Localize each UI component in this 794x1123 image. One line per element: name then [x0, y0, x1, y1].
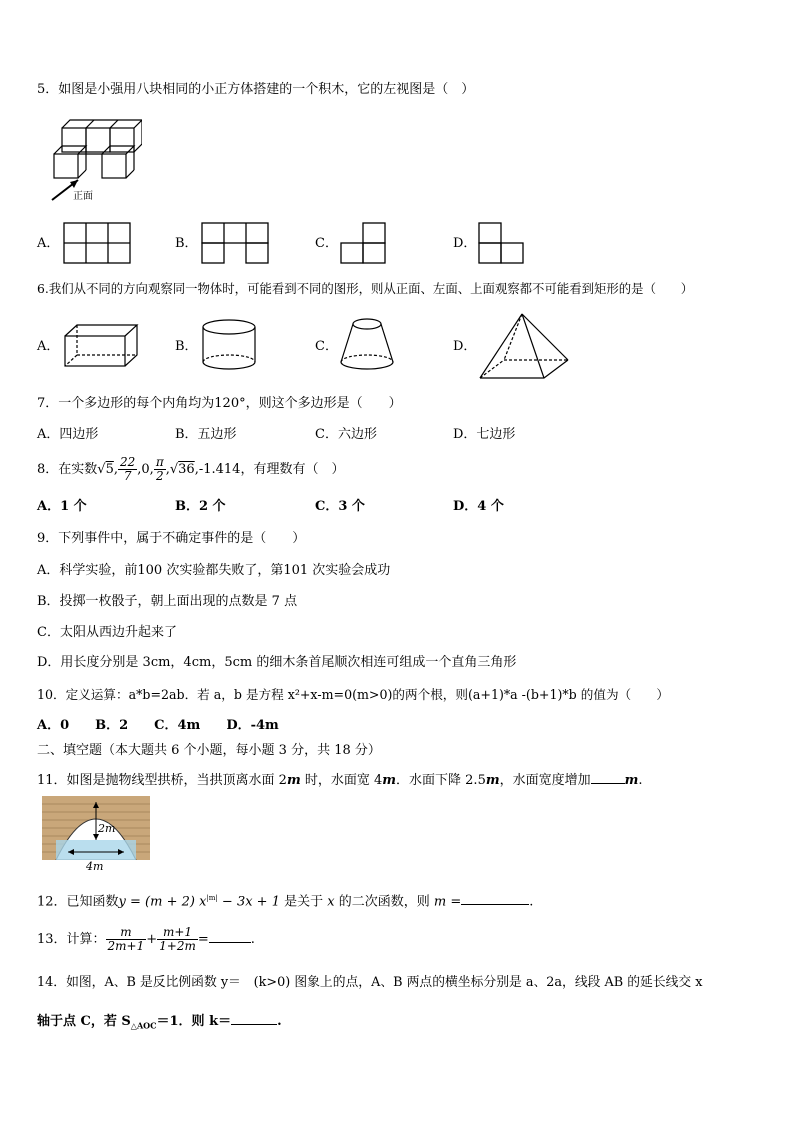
q6-option-a-label: A． — [37, 339, 60, 354]
q12-text: 12．已知函数y = (m + 2) $x^{|m|} - 3x + 1$ 是关于 x 的二次函数，则 m = . — [37, 894, 534, 910]
q13-fraction-2: $\frac{m+1}{1+2m}$ — [159, 925, 196, 953]
q9-option-b: B．投掷一枚骰子，朝上面出现的点数是 7 点 — [37, 594, 298, 609]
q6-option-d-label: D． — [453, 339, 477, 354]
q8-option-b: B．2 个 — [175, 499, 226, 514]
q8-fraction-pi-2: $\frac{\pi}{2}$ — [155, 455, 164, 483]
q14-line-2: 轴于点 C，若 $S_{\triangle AOC}=1$．则 k＝ . — [37, 1014, 282, 1031]
q12-answer-blank — [461, 892, 529, 905]
q7-option-a: A．四边形 — [37, 427, 99, 442]
q5-front-label: 正面 — [73, 191, 93, 202]
q8-fraction-22-7: $\frac{22}{7}$ — [120, 455, 136, 483]
q7-option-c: C．六边形 — [315, 427, 377, 442]
q11-text: 11．如图是抛物线型拱桥，当拱顶离水面 2m 时，水面宽 4m．水面下降 2.5m，水面宽度增加 m. — [37, 773, 643, 788]
q8-option-d: D．4 个 — [453, 499, 504, 514]
q6-option-c-label: C． — [315, 339, 338, 354]
q9-option-d: D．用长度分别是 3cm，4cm，5cm 的细木条首尾顺次相连可组成一个直角三角形 — [37, 655, 517, 670]
q11-height-label: 2m — [98, 822, 116, 835]
q6-cylinder-figure — [200, 318, 260, 372]
q9-text: 9．下列事件中，属于不确定事件的是（ ） — [37, 531, 306, 546]
q10-text: 10．定义运算：a*b=2ab．若 a，b 是方程 x²+x-m=0(m>0)的两个根，则(a+1)*a -(b+1)*b 的值为（ ） — [37, 687, 669, 702]
section-2-heading: 二、填空题（本大题共 6 个小题，每小题 3 分，共 18 分） — [37, 743, 381, 758]
q8-option-c: C．3 个 — [315, 499, 365, 514]
q11-arch-bridge-figure — [42, 796, 150, 860]
q11-answer-blank — [591, 771, 625, 784]
q14-answer-blank — [231, 1012, 277, 1025]
q6-text: 6.我们从不同的方向观察同一物体时，可能看到不同的图形，则从正面、左面、上面观察都不可能看到矩形的是（ ） — [37, 281, 694, 296]
q5-option-b-figure — [201, 222, 271, 266]
q5-option-a-figure — [63, 222, 133, 266]
q5-option-c-figure — [340, 222, 390, 266]
q8-option-a: A．1 个 — [37, 499, 87, 514]
q11-width-label: 4m — [86, 860, 104, 873]
q5-option-b-label: B． — [175, 236, 198, 251]
q9-option-c: C．太阳从西边升起来了 — [37, 625, 177, 640]
q6-pyramid-figure — [476, 312, 572, 382]
q14-line-1: 14．如图，A、B 是反比例函数 y＝ (k>0) 图象上的点，A、B 两点的横坐标分别是 a、2a，线段 AB 的延长线交 x — [37, 975, 703, 990]
q10-options: A．0 B．2 C．4m D．-4m — [37, 718, 279, 733]
q13-fraction-1: $\frac{m}{2m+1}$ — [107, 925, 145, 953]
q13-answer-blank — [209, 930, 251, 943]
q9-option-a: A．科学实验，前100 次实验都失败了，第101 次实验会成功 — [37, 563, 391, 578]
q8-prefix: 8．在实数 — [37, 462, 98, 477]
q7-option-b: B．五边形 — [175, 427, 237, 442]
q7-option-d: D．七边形 — [453, 427, 516, 442]
q8-zero: ,0, — [137, 462, 154, 477]
q5-option-a-label: A． — [37, 236, 60, 251]
q5-option-d-label: D． — [453, 236, 477, 251]
q6-cuboid-figure — [63, 322, 139, 370]
q5-option-c-label: C． — [315, 236, 338, 251]
q8-sqrt5: √5 — [97, 462, 114, 477]
q13-text: 13．计算： $\frac{m}{2m+1}$ + $\frac{m+1}{1+2m}$ = . — [37, 925, 255, 953]
q8-text: 8．在实数√5, $\frac{22}{7}$ ,0, $\frac{\pi}{2}$ ,√36,-1.414，有理数有（ ） — [37, 455, 345, 483]
q6-frustum-figure — [338, 316, 396, 372]
q7-text: 7．一个多边形的每个内角均为120°，则这个多边形是（ ） — [37, 396, 402, 411]
q5-text: 5．如图是小强用八块相同的小正方体搭建的一个积木，它的左视图是（ ） — [37, 82, 475, 97]
q6-option-b-label: B． — [175, 339, 198, 354]
q8-sqrt36: √36 — [169, 462, 195, 477]
q5-option-d-figure — [478, 222, 528, 266]
q12-function-expr: y = (m + 2) x — [118, 894, 207, 910]
q8-tail: ,-1.414，有理数有（ ） — [194, 462, 345, 477]
